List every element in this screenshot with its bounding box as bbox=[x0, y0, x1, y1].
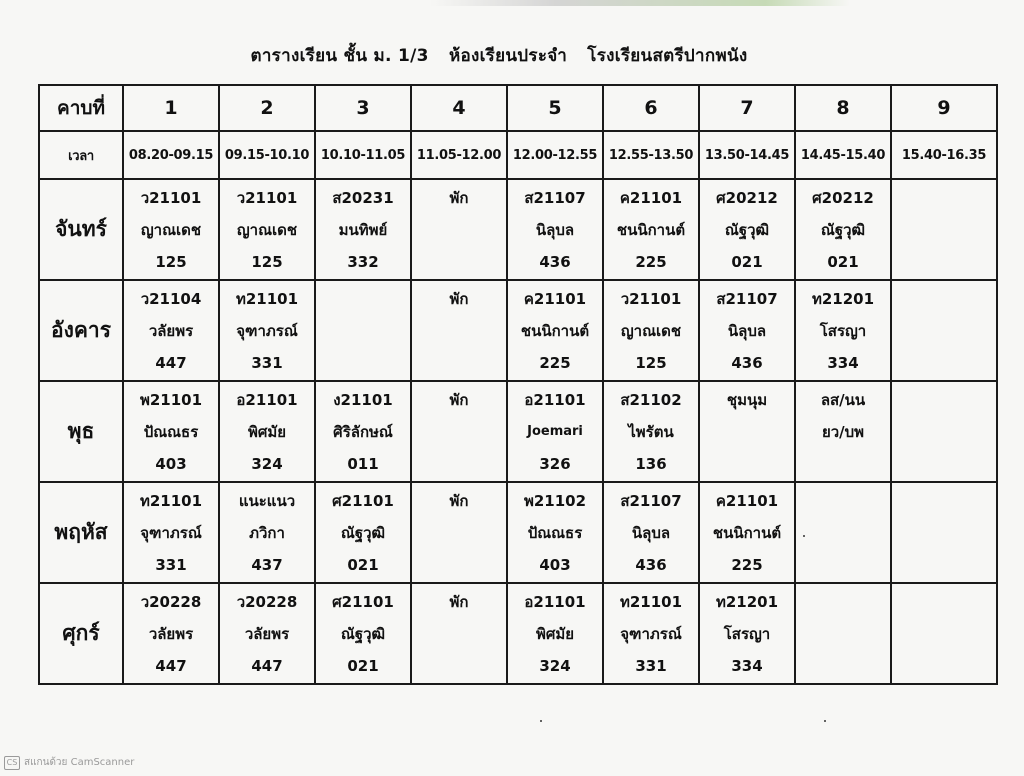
class-cell bbox=[891, 482, 997, 583]
course-code: พัก bbox=[449, 491, 469, 510]
room-number: 331 bbox=[635, 656, 667, 675]
class-cell bbox=[411, 179, 507, 280]
scan-edge-smudge bbox=[430, 0, 850, 6]
camscanner-logo-icon: CS bbox=[4, 756, 20, 770]
teacher-name: โสรญา bbox=[819, 321, 867, 340]
class-cell bbox=[795, 381, 891, 482]
teacher-name: ไพรัตน bbox=[628, 422, 674, 441]
time-slot: 08.20-09.15 bbox=[123, 131, 219, 179]
class-cell bbox=[411, 583, 507, 684]
period-number: 3 bbox=[315, 85, 411, 131]
camscanner-text: สแกนด้วย CamScanner bbox=[24, 757, 135, 768]
day-label: พุธ bbox=[39, 381, 123, 482]
class-cell bbox=[795, 583, 891, 684]
time-slot: 09.15-10.10 bbox=[219, 131, 315, 179]
course-code: ส21107 bbox=[716, 289, 778, 308]
class-cell bbox=[603, 583, 699, 684]
room-number: 225 bbox=[731, 555, 763, 574]
class-cell bbox=[219, 583, 315, 684]
class-cell bbox=[795, 482, 891, 583]
class-cell bbox=[315, 482, 411, 583]
teacher-name: ปัณณธร bbox=[527, 523, 583, 542]
course-code: ศ21101 bbox=[332, 491, 394, 510]
class-cell bbox=[795, 280, 891, 381]
course-code: ศ20212 bbox=[812, 188, 874, 207]
class-cell bbox=[699, 280, 795, 381]
room-number: 437 bbox=[251, 555, 283, 574]
room-number: 021 bbox=[347, 555, 379, 574]
room-number: 436 bbox=[539, 252, 571, 271]
room-number: 324 bbox=[539, 656, 571, 675]
teacher-name: ศิริลักษณ์ bbox=[333, 422, 393, 441]
teacher-name: ยว/บพ bbox=[821, 422, 865, 441]
teacher-name: มนทิพย์ bbox=[338, 220, 388, 239]
teacher-name: ญาณเดช bbox=[140, 220, 202, 239]
time-slot: 12.00-12.55 bbox=[507, 131, 603, 179]
room-number: 436 bbox=[635, 555, 667, 574]
period-number: 8 bbox=[795, 85, 891, 131]
class-cell bbox=[507, 381, 603, 482]
time-slot: 10.10-11.05 bbox=[315, 131, 411, 179]
room-number: 447 bbox=[251, 656, 283, 675]
time-slot: 15.40-16.35 bbox=[891, 131, 997, 179]
day-row bbox=[39, 280, 997, 381]
room-number: 436 bbox=[731, 353, 763, 372]
class-cell bbox=[219, 381, 315, 482]
room-number: 334 bbox=[827, 353, 859, 372]
course-code: ง21101 bbox=[333, 390, 393, 409]
period-number: 9 bbox=[891, 85, 997, 131]
course-code: ว21101 bbox=[140, 188, 202, 207]
day-label: พฤหัส bbox=[39, 482, 123, 583]
teacher-name: ณัฐวุฒิ bbox=[340, 624, 386, 643]
title-school: โรงเรียนสตรีปากพนัง bbox=[587, 46, 748, 66]
day-row bbox=[39, 482, 997, 583]
time-slot: 13.50-14.45 bbox=[699, 131, 795, 179]
teacher-name: ชนนิกานต์ bbox=[712, 523, 782, 542]
day-label: จันทร์ bbox=[39, 179, 123, 280]
course-code: ส21107 bbox=[620, 491, 682, 510]
course-code: ส21107 bbox=[524, 188, 586, 207]
time-slot: 12.55-13.50 bbox=[603, 131, 699, 179]
class-cell bbox=[699, 583, 795, 684]
teacher-name: ภวิกา bbox=[249, 523, 285, 542]
day-row bbox=[39, 179, 997, 280]
class-cell bbox=[219, 280, 315, 381]
timetable bbox=[38, 84, 998, 685]
room-number: 403 bbox=[539, 555, 571, 574]
class-cell bbox=[219, 179, 315, 280]
class-cell bbox=[411, 482, 507, 583]
course-code: ชุมนุม bbox=[726, 390, 768, 409]
room-number: 225 bbox=[635, 252, 667, 271]
class-cell bbox=[603, 482, 699, 583]
class-cell bbox=[123, 381, 219, 482]
day-row bbox=[39, 583, 997, 684]
scan-dot bbox=[824, 720, 826, 722]
teacher-name: ญาณเดช bbox=[236, 220, 298, 239]
class-cell bbox=[315, 179, 411, 280]
room-number: 125 bbox=[251, 252, 283, 271]
course-code: ค21101 bbox=[715, 491, 779, 510]
course-code: พัก bbox=[449, 188, 469, 207]
course-code: ท21101 bbox=[235, 289, 299, 308]
title-class: ตารางเรียน ชั้น ม. 1/3 bbox=[250, 46, 429, 66]
teacher-name: โสรญา bbox=[723, 624, 771, 643]
scan-dot bbox=[540, 720, 542, 722]
course-code: ว21101 bbox=[620, 289, 682, 308]
room-number: 324 bbox=[251, 454, 283, 473]
course-code: ค21101 bbox=[523, 289, 587, 308]
period-number: 6 bbox=[603, 85, 699, 131]
teacher-name: วลัยพร bbox=[148, 321, 194, 340]
room-number: 136 bbox=[635, 454, 667, 473]
class-cell bbox=[891, 179, 997, 280]
class-cell bbox=[699, 482, 795, 583]
class-cell bbox=[891, 381, 997, 482]
course-code: พ21101 bbox=[139, 390, 203, 409]
room-number: 326 bbox=[539, 454, 571, 473]
teacher-name: พิศมัย bbox=[247, 422, 287, 441]
class-cell bbox=[699, 179, 795, 280]
class-cell bbox=[507, 482, 603, 583]
room-number: 021 bbox=[731, 252, 763, 271]
page-title bbox=[0, 42, 1024, 69]
course-code: ท21101 bbox=[139, 491, 203, 510]
teacher-name: วลัยพร bbox=[244, 624, 290, 643]
time-slot: 11.05-12.00 bbox=[411, 131, 507, 179]
day-label: อังคาร bbox=[39, 280, 123, 381]
class-cell bbox=[603, 280, 699, 381]
class-cell bbox=[123, 280, 219, 381]
class-cell bbox=[315, 280, 411, 381]
course-code: พัก bbox=[449, 390, 469, 409]
course-code: ท21201 bbox=[811, 289, 875, 308]
teacher-name: ชนนิกานต์ bbox=[616, 220, 686, 239]
class-cell bbox=[411, 280, 507, 381]
room-number: 331 bbox=[155, 555, 187, 574]
time-row bbox=[39, 131, 997, 179]
class-cell bbox=[123, 583, 219, 684]
teacher-name: ณัฐวุฒิ bbox=[340, 523, 386, 542]
course-code: พัก bbox=[449, 592, 469, 611]
room-number: 225 bbox=[539, 353, 571, 372]
room-number: 021 bbox=[347, 656, 379, 675]
course-code: อ21101 bbox=[524, 592, 586, 611]
period-header-row bbox=[39, 85, 997, 131]
class-cell bbox=[219, 482, 315, 583]
room-number: 125 bbox=[155, 252, 187, 271]
course-code: ท21101 bbox=[619, 592, 683, 611]
course-code: ว21104 bbox=[140, 289, 202, 308]
course-code: อ21101 bbox=[524, 390, 586, 409]
time-label: เวลา bbox=[39, 131, 123, 179]
room-number: 021 bbox=[827, 252, 859, 271]
period-number: 2 bbox=[219, 85, 315, 131]
teacher-name: นิลุบล bbox=[631, 523, 671, 542]
room-number: 125 bbox=[635, 353, 667, 372]
course-code: ว21101 bbox=[236, 188, 298, 207]
class-cell bbox=[123, 179, 219, 280]
day-row bbox=[39, 381, 997, 482]
teacher-name: จุฑาภรณ์ bbox=[236, 321, 298, 340]
room-number: 447 bbox=[155, 656, 187, 675]
course-code: พัก bbox=[449, 289, 469, 308]
time-slot: 14.45-15.40 bbox=[795, 131, 891, 179]
room-number: 011 bbox=[347, 454, 379, 473]
class-cell bbox=[507, 583, 603, 684]
period-number: 4 bbox=[411, 85, 507, 131]
course-code: ท21201 bbox=[715, 592, 779, 611]
course-code: ส20231 bbox=[332, 188, 394, 207]
room-number: 334 bbox=[731, 656, 763, 675]
class-cell bbox=[315, 583, 411, 684]
class-cell bbox=[411, 381, 507, 482]
teacher-name: Joemari bbox=[527, 423, 583, 439]
teacher-name: ญาณเดช bbox=[620, 321, 682, 340]
class-cell bbox=[795, 179, 891, 280]
course-code: ลส/นน bbox=[820, 390, 866, 409]
teacher-name: ณัฐวุฒิ bbox=[724, 220, 770, 239]
teacher-name: ปัณณธร bbox=[143, 422, 199, 441]
room-number: 332 bbox=[347, 252, 379, 271]
period-number: 1 bbox=[123, 85, 219, 131]
course-code: พ21102 bbox=[523, 491, 587, 510]
class-cell bbox=[603, 179, 699, 280]
room-number: 403 bbox=[155, 454, 187, 473]
class-cell bbox=[891, 280, 997, 381]
teacher-name: ชนนิกานต์ bbox=[520, 321, 590, 340]
teacher-name: วลัยพร bbox=[148, 624, 194, 643]
period-number: 5 bbox=[507, 85, 603, 131]
course-code: ศ21101 bbox=[332, 592, 394, 611]
course-code: อ21101 bbox=[236, 390, 298, 409]
period-label: คาบที่ bbox=[39, 85, 123, 131]
class-cell bbox=[315, 381, 411, 482]
camscanner-watermark bbox=[4, 755, 134, 770]
class-cell bbox=[123, 482, 219, 583]
course-code: ค21101 bbox=[619, 188, 683, 207]
class-cell bbox=[507, 179, 603, 280]
teacher-name: นิลุบล bbox=[535, 220, 575, 239]
room-number: 331 bbox=[251, 353, 283, 372]
course-code: ว20228 bbox=[236, 592, 298, 611]
teacher-name: พิศมัย bbox=[535, 624, 575, 643]
course-code: ศ20212 bbox=[716, 188, 778, 207]
class-cell bbox=[603, 381, 699, 482]
class-cell bbox=[507, 280, 603, 381]
scan-dot bbox=[803, 535, 805, 537]
class-cell bbox=[891, 583, 997, 684]
teacher-name: จุฑาภรณ์ bbox=[620, 624, 682, 643]
room-number: 447 bbox=[155, 353, 187, 372]
teacher-name: นิลุบล bbox=[727, 321, 767, 340]
day-label: ศุกร์ bbox=[39, 583, 123, 684]
course-code: แนะแนว bbox=[238, 491, 296, 510]
course-code: ว20228 bbox=[140, 592, 202, 611]
teacher-name: ณัฐวุฒิ bbox=[820, 220, 866, 239]
class-cell bbox=[699, 381, 795, 482]
period-number: 7 bbox=[699, 85, 795, 131]
title-room: ห้องเรียนประจำ bbox=[448, 46, 568, 66]
teacher-name: จุฑาภรณ์ bbox=[140, 523, 202, 542]
course-code: ส21102 bbox=[620, 390, 682, 409]
